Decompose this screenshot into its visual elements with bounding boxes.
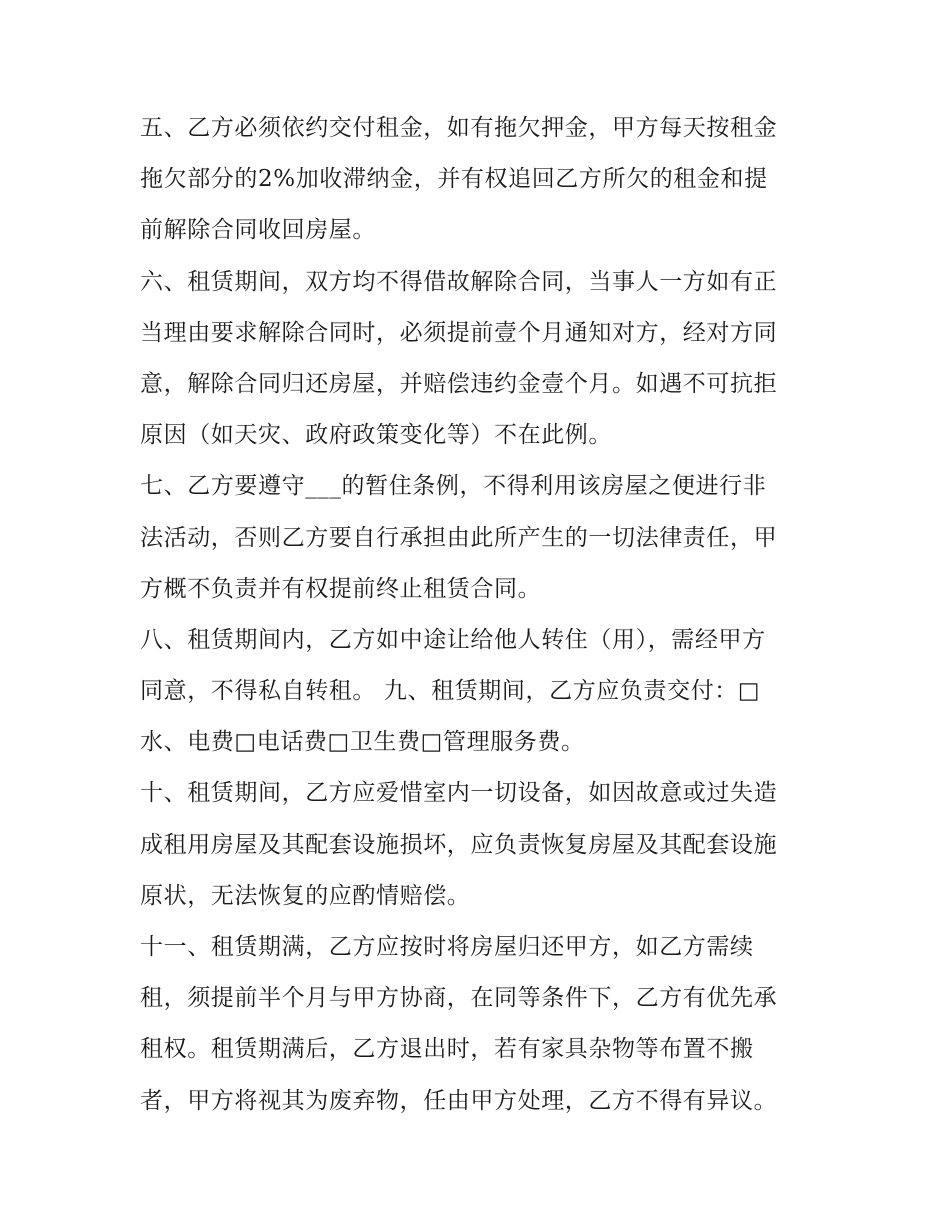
text-line: 八、租赁期间内，乙方如中途让给他人转住（用），需经甲方 (140, 626, 766, 653)
clause-11 (140, 922, 812, 1127)
text-line: 法活动，否则乙方要自行承担由此所产生的一切法律责任，甲 (140, 524, 778, 551)
clause-8-9 (140, 615, 812, 769)
text-line: 十一、租赁期满，乙方应按时将房屋归还甲方，如乙方需续 (140, 934, 754, 960)
text-line: 同意，不得私自转租。 九、租赁期间，乙方应负责交付：□ (140, 678, 761, 705)
clause-6 (140, 257, 812, 462)
text-line: 五、乙方必须依约交付租金，如有拖欠押金，甲方每天按租金 (140, 115, 778, 141)
text-line: 水、电费□电话费□卫生费□管理服务费。 (140, 729, 585, 756)
clause-10 (140, 768, 812, 922)
text-line: 方概不负责并有权提前终止租赁合同。 (140, 575, 542, 602)
text-line: 租，须提前半个月与甲方协商，在同等条件下，乙方有优先承 (140, 985, 778, 1012)
text-line: 当理由要求解除合同时，必须提前壹个月通知对方，经对方同 (140, 319, 778, 346)
text-line: 租权。租赁期满后，乙方退出时，若有家具杂物等布置不搬 (140, 1036, 754, 1063)
text-line: 成租用房屋及其配套设施损坏，应负责恢复房屋及其配套设施 (140, 831, 778, 858)
text-line: 意，解除合同归还房屋，并赔偿违约金壹个月。如遇不可抗拒 (140, 370, 778, 397)
text-line: 十、租赁期间，乙方应爱惜室内一切设备，如因故意或过失造 (140, 780, 778, 807)
text-line: 前解除合同收回房屋。 (140, 217, 376, 244)
text-line: 六、租赁期间，双方均不得借故解除合同，当事人一方如有正 (140, 268, 778, 295)
document-body (140, 103, 812, 1127)
text-line: 原状，无法恢复的应酌情赔偿。 (140, 882, 471, 909)
clause-5 (140, 103, 812, 257)
text-line: 拖欠部分的2%加收滞纳金，并有权追回乙方所欠的租金和提 (140, 166, 768, 193)
clause-7 (140, 461, 812, 615)
text-line: 者，甲方将视其为废弃物，任由甲方处理，乙方不得有异议。 (140, 1087, 778, 1114)
text-line: 七、乙方要遵守___的暂住条例，不得利用该房屋之便进行非 (140, 473, 767, 500)
text-line: 原因（如天灾、政府政策变化等）不在此例。 (140, 422, 612, 449)
